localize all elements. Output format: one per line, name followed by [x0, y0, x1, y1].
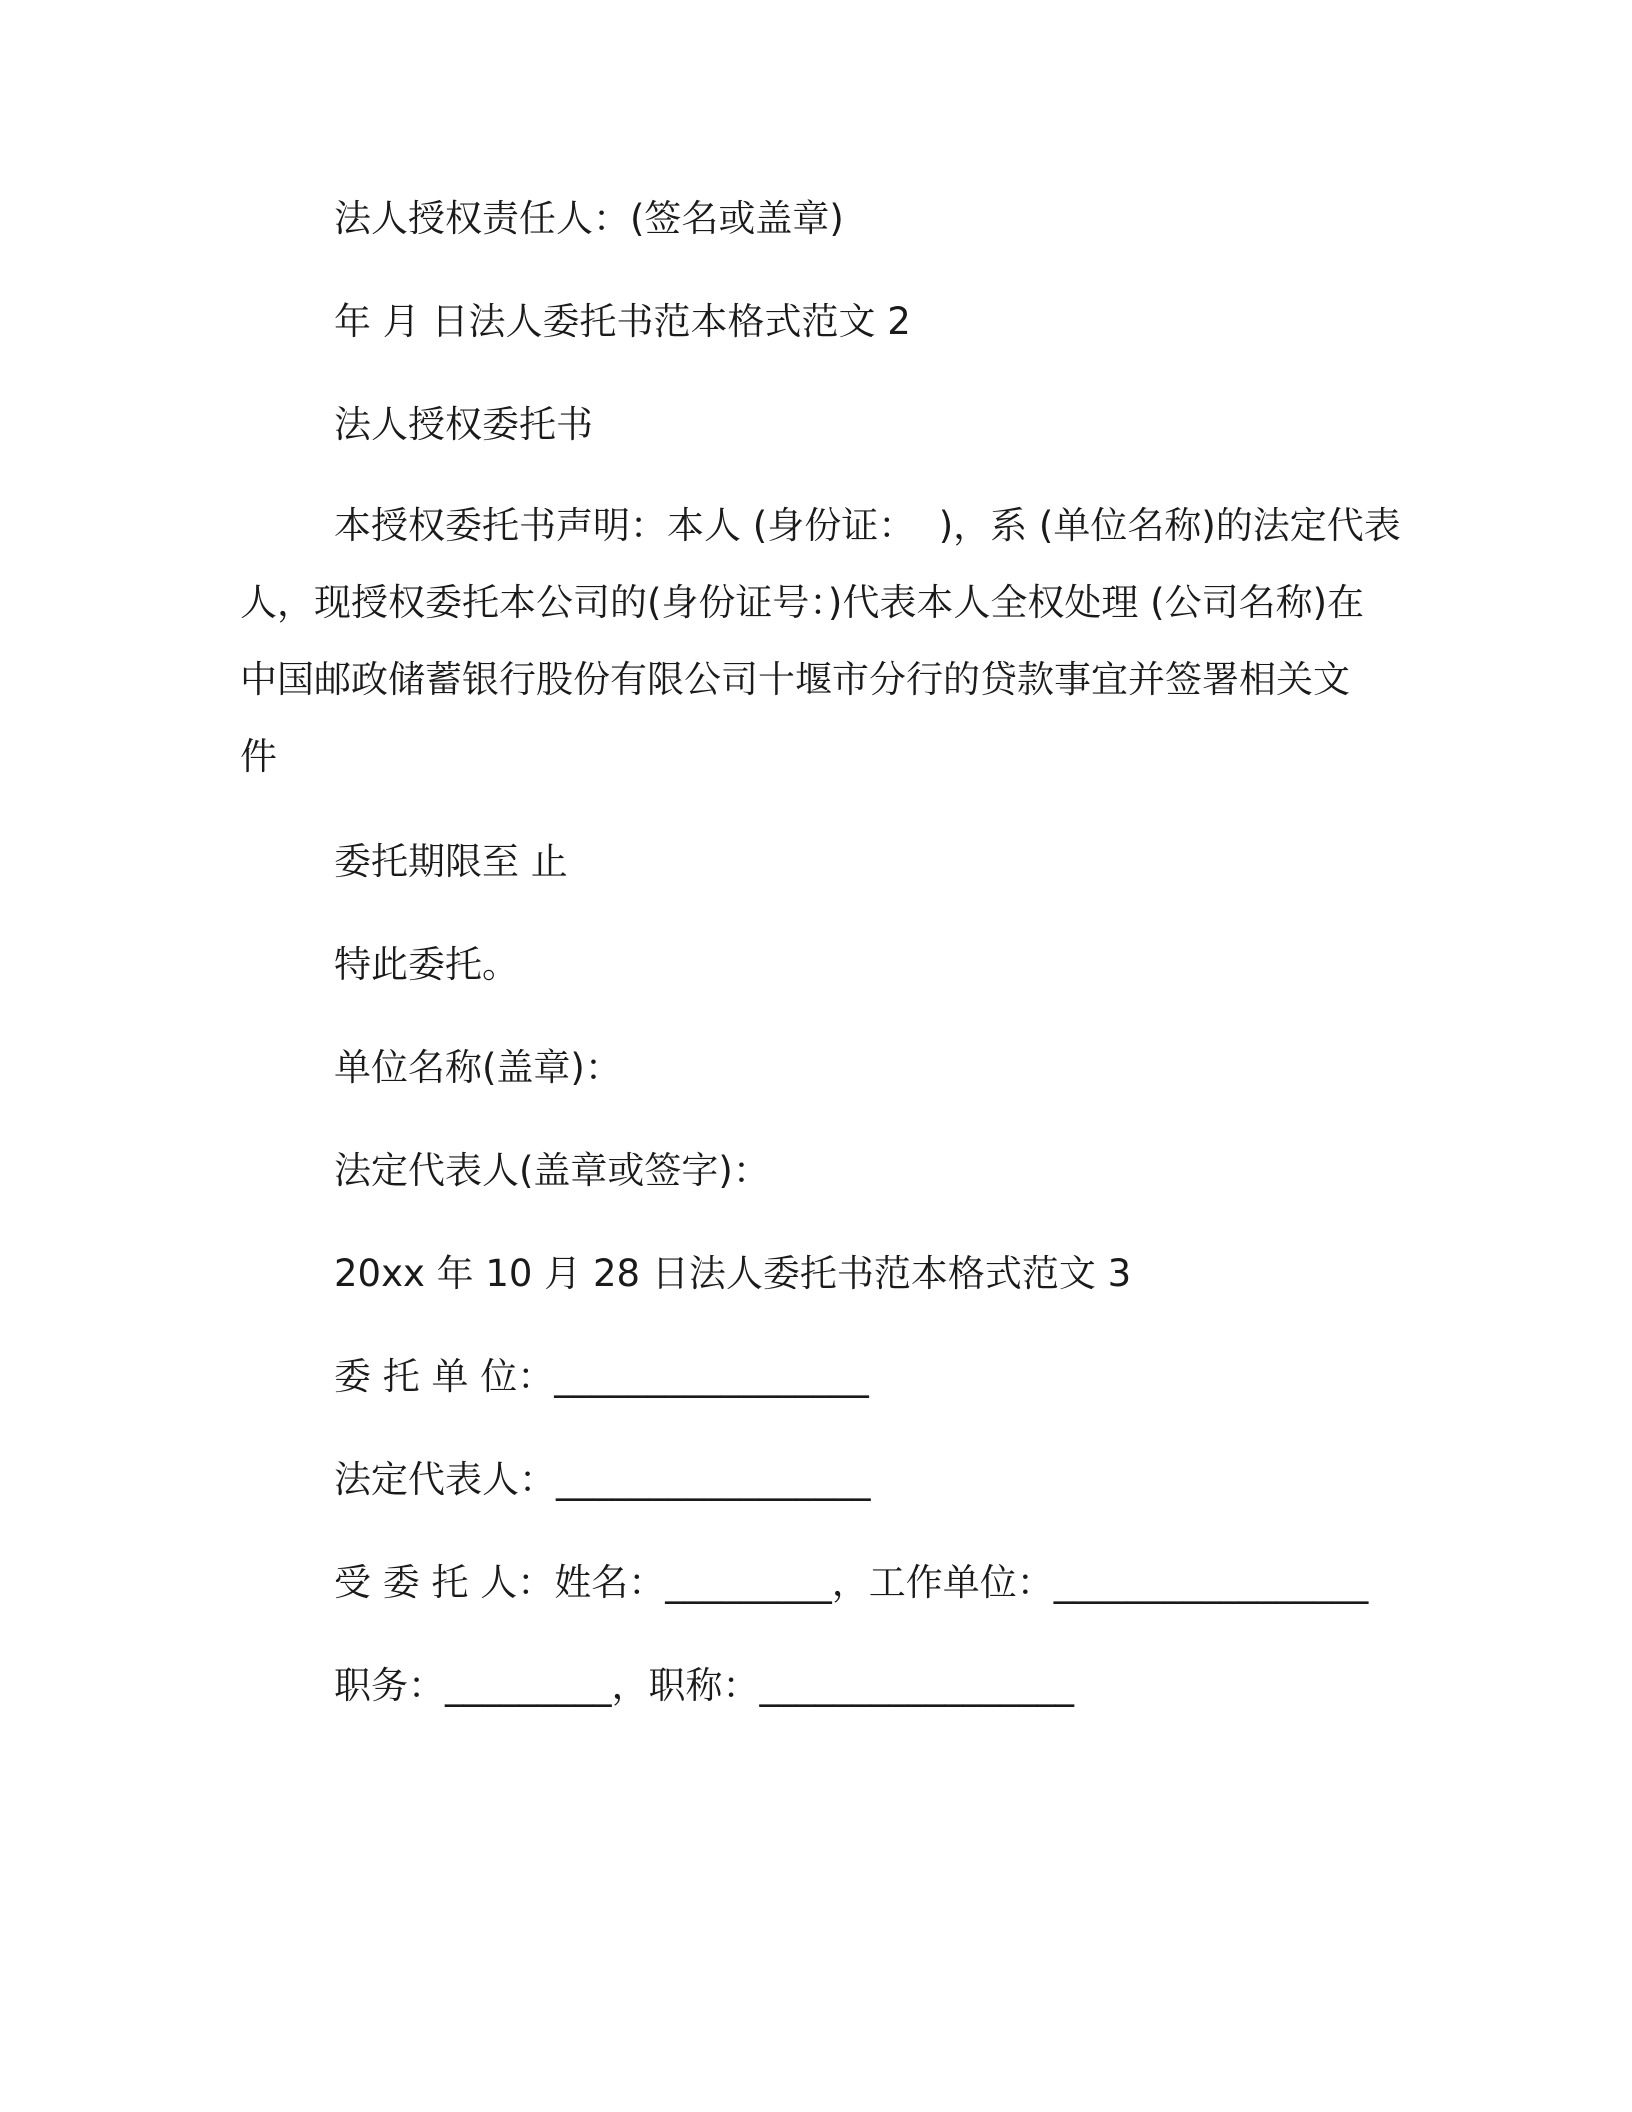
- declaration-paragraph: [240, 504, 1401, 815]
- legal-representative-seal-line: 法定代表人(盖章或签字)：: [334, 1149, 770, 1192]
- date-and-sample-3-heading: 20xx 年 10 月 28 日法人委托书范本格式范文 3: [334, 1252, 1132, 1295]
- declaration-line-1: 本授权委托书声明：本人 (身份证： )，系 (单位名称)的法定代表: [334, 504, 1401, 547]
- declaration-line-2: 人，现授权委托本公司的(身份证号：)代表本人全权处理 (公司名称)在: [240, 581, 1364, 624]
- document-title: 法人授权委托书: [334, 403, 593, 446]
- unit-name-seal-line: 单位名称(盖章)：: [334, 1046, 622, 1089]
- trustee-name-workplace-field: 受 委 托 人：姓名：_________，工作单位：_________________: [334, 1561, 1369, 1604]
- declaration-line-3: 中国邮政储蓄银行股份有限公司十堰市分行的贷款事宜并签署相关文: [240, 658, 1350, 701]
- hereby-entrust-line: 特此委托。: [334, 943, 519, 986]
- entrustment-period-line: 委托期限至 止: [334, 840, 568, 883]
- declaration-line-4: 件: [240, 735, 277, 778]
- date-and-sample-2-heading: 年 月 日法人委托书范本格式范文 2: [334, 300, 911, 343]
- entrusting-unit-field: 委 托 单 位：_________________: [334, 1355, 869, 1398]
- authorized-person-signature-line: 法人授权责任人：(签名或盖章): [334, 197, 844, 240]
- position-title-field: 职务：_________，职称：_________________: [334, 1664, 1074, 1707]
- legal-representative-field: 法定代表人：_________________: [334, 1458, 871, 1501]
